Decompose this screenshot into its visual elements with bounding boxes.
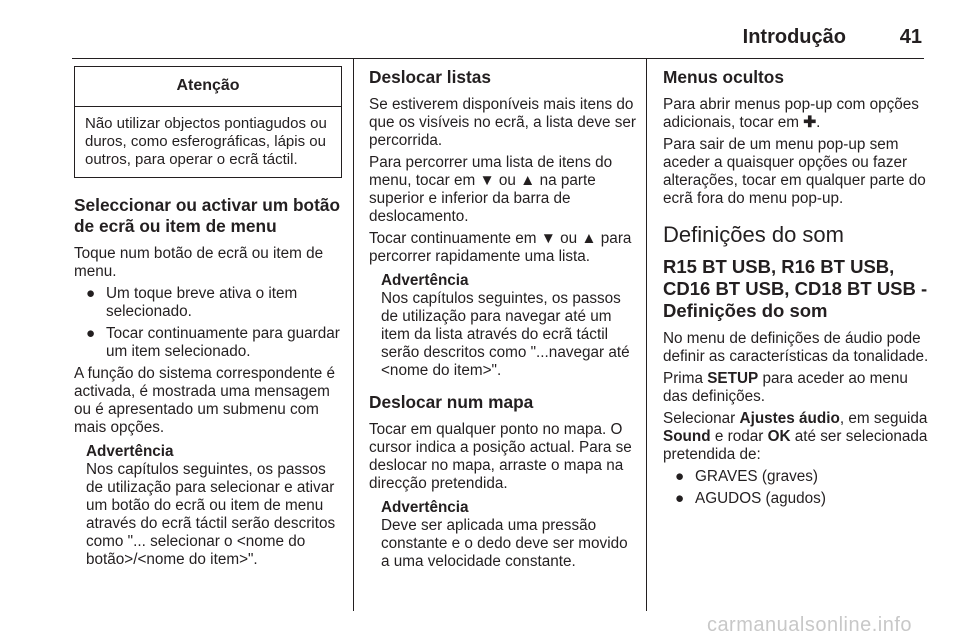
- paragraph: Toque num botão de ecrã ou item de menu.: [74, 245, 324, 280]
- note-text: Deve ser aplicada uma pressão constante e o dedo deve ser movido a uma velocidade constante.: [381, 517, 628, 570]
- section-title: Deslocar num mapa: [369, 392, 534, 412]
- note-text: Nos capítulos seguintes, os passos de utilização para navegar até um item da lista através do ecrã táctil serão descritos como "...navegar até <nome do item>".: [381, 290, 630, 379]
- bullet-list: [74, 285, 342, 361]
- page-number: 41: [899, 26, 922, 48]
- bullet-icon: ●: [675, 490, 685, 507]
- page-title: Introdução: [742, 26, 846, 48]
- bullet-icon: ●: [86, 285, 96, 302]
- warning-title: Atenção: [75, 67, 341, 107]
- text-run: para aceder ao menu das definições.: [663, 370, 908, 405]
- paragraph: A função do sistema correspondente é activada, é mostrada uma mensagem ou é apresentado um submenu com mais opções.: [74, 365, 336, 436]
- paragraph: [663, 410, 929, 464]
- key-label: OK: [767, 428, 791, 445]
- list-item-text: GRAVES (graves): [695, 468, 818, 485]
- list-item: [74, 285, 342, 321]
- paragraph: No menu de definições de áudio pode definir as características da tonalidade.: [663, 330, 929, 365]
- plus-icon: ✚: [803, 114, 817, 131]
- warning-box: [74, 66, 342, 178]
- note-title: Advertência: [381, 499, 469, 516]
- list-item: [74, 325, 342, 361]
- text-run: Para abrir menus pop-up com opções adicionais, tocar em: [663, 96, 919, 131]
- subsection-title: R15 BT USB, R16 BT USB, CD16 BT USB, CD18 BT USB - Definições do som: [663, 256, 928, 321]
- note: [369, 272, 637, 380]
- warning-text: Não utilizar objectos pontiagudos ou duros, como esferográficas, lápis ou outros, para operar o ecrã táctil.: [85, 115, 327, 168]
- column-divider: [353, 59, 354, 611]
- menu-label: Ajustes áudio: [739, 410, 840, 427]
- list-item-text: Tocar continuamente para guardar um item selecionado.: [106, 325, 340, 360]
- column-divider: [646, 59, 647, 611]
- note-title: Advertência: [86, 443, 174, 460]
- column-3: [663, 62, 929, 512]
- text-run: , em seguida: [839, 410, 928, 427]
- list-item: [663, 490, 929, 508]
- section-title: Menus ocultos: [663, 67, 784, 87]
- note-title: Advertência: [381, 272, 469, 289]
- menu-label: Sound: [663, 428, 711, 445]
- paragraph: [663, 370, 929, 406]
- page-header: [72, 18, 924, 59]
- paragraph: [663, 96, 929, 132]
- watermark: carmanualsonline.info: [706, 614, 912, 636]
- paragraph: Tocar continuamente em ▼ ou ▲ para percorrer rapidamente uma lista.: [369, 230, 632, 265]
- column-1: [74, 62, 342, 573]
- list-item: [663, 468, 929, 486]
- bullet-list: [663, 468, 929, 508]
- column-2: [369, 62, 637, 575]
- bullet-icon: ●: [86, 325, 96, 342]
- paragraph: Tocar em qualquer ponto no mapa. O cursor indica a posição actual. Para se deslocar no mapa, arraste o mapa na direcção pretendida.: [369, 421, 632, 492]
- paragraph: Para sair de um menu pop-up sem aceder a quaisquer opções ou fazer alterações, tocar em qualquer parte do ecrã fora do menu pop-up.: [663, 136, 926, 207]
- section-title: Seleccionar ou activar um botão de ecrã ou item de menu: [74, 195, 341, 236]
- paragraph: Se estiverem disponíveis mais itens do que os visíveis no ecrã, a lista deve ser percorrida.: [369, 96, 636, 149]
- chapter-title: Definições do som: [663, 222, 844, 247]
- bullet-icon: ●: [675, 468, 685, 485]
- section-title: Deslocar listas: [369, 67, 491, 87]
- note: [74, 443, 342, 569]
- paragraph: Para percorrer uma lista de itens do menu, tocar em ▼ ou ▲ na parte superior e inferior da barra de deslocamento.: [369, 154, 613, 225]
- text-run: até ser selecionada pretendida de:: [663, 428, 928, 463]
- note-text: Nos capítulos seguintes, os passos de utilização para selecionar e ativar um botão do ecrã ou item de menu através do ecrã táctil serão descritos como "... selecionar o <nome do botão>/<nome do item>".: [86, 461, 336, 568]
- list-item-text: Um toque breve ativa o item selecionado.: [106, 285, 298, 320]
- note: [369, 499, 637, 571]
- list-item-text: AGUDOS (agudos): [695, 490, 826, 507]
- text-run: Selecionar: [663, 410, 736, 427]
- text-run: e rodar: [714, 428, 764, 445]
- text-run: Prima: [663, 370, 703, 387]
- text-run: .: [816, 114, 821, 131]
- key-label: SETUP: [707, 370, 759, 387]
